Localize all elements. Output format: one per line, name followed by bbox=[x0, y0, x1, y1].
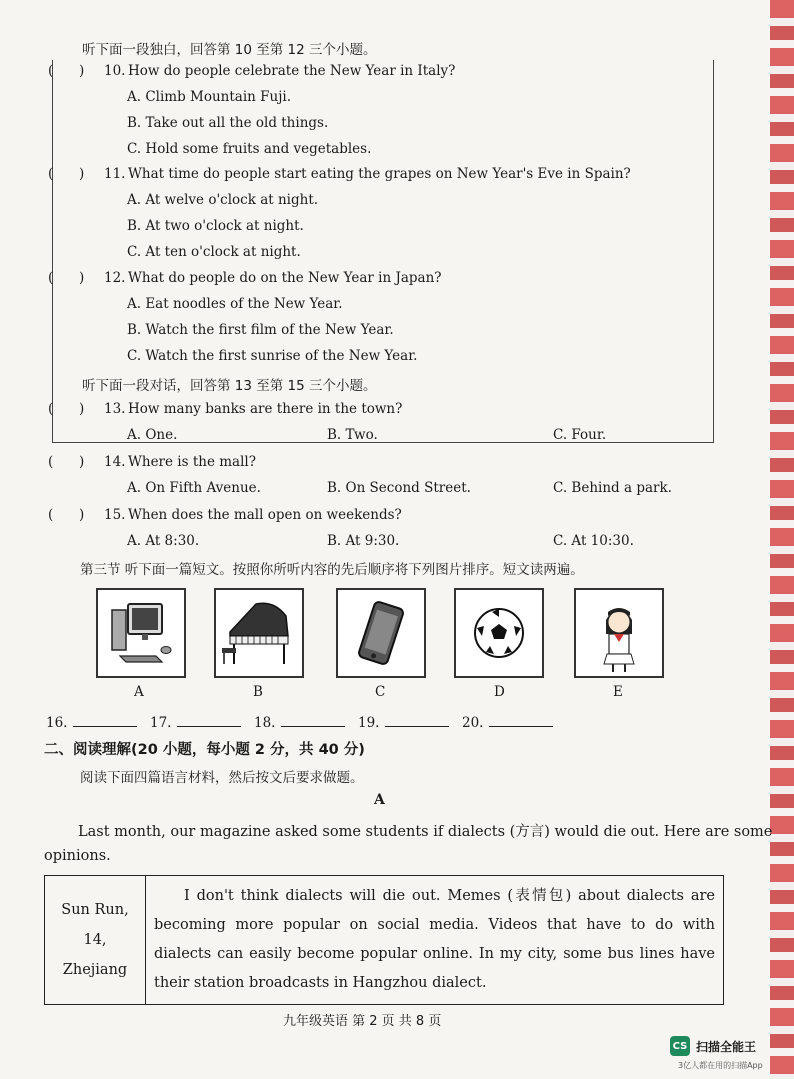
option: C. At 10:30. bbox=[553, 533, 634, 549]
answer-blank[interactable]: ( ) bbox=[48, 401, 85, 417]
option: B. Two. bbox=[327, 427, 378, 443]
option: A. At welve o'clock at night. bbox=[127, 192, 319, 208]
picture-label: B bbox=[253, 684, 263, 700]
option: B. At two o'clock at night. bbox=[127, 218, 304, 234]
answer-blank[interactable]: ( ) bbox=[48, 63, 85, 79]
order-blank-17[interactable] bbox=[150, 712, 241, 731]
table-row bbox=[45, 876, 724, 1005]
picture-label: D bbox=[494, 684, 505, 700]
passage-label: A bbox=[374, 792, 385, 808]
question-number: 15. bbox=[104, 507, 126, 523]
opinion-text: I don't think dialects will die out. Memes (表情包) about dialects are becoming more popular on social media. Videos that have to do with dialects can easily become popular online. In my city, some bus lines have their station broadcasts in Hangzhou dialect. bbox=[146, 876, 724, 1005]
blank-number: 16. bbox=[46, 715, 68, 731]
order-blank-20[interactable] bbox=[462, 712, 553, 731]
phone-icon bbox=[336, 588, 426, 678]
question-text: What do people do on the New Year in Japan? bbox=[128, 270, 442, 286]
answer-blank[interactable]: ( ) bbox=[48, 270, 85, 286]
page-footer: 九年级英语 第 2 页 共 8 页 bbox=[283, 1014, 442, 1029]
student-cell bbox=[45, 876, 146, 1005]
question-text: What time do people start eating the grapes on New Year's Eve in Spain? bbox=[128, 166, 631, 182]
option: A. Climb Mountain Fuji. bbox=[127, 89, 292, 105]
girl-icon bbox=[574, 588, 664, 678]
student-info: 14, Zhejiang bbox=[62, 932, 128, 978]
order-blank-19[interactable] bbox=[358, 712, 449, 731]
order-blank-16[interactable] bbox=[46, 712, 137, 731]
question-text: Where is the mall? bbox=[128, 454, 256, 470]
question-number: 13. bbox=[104, 401, 126, 417]
blank-number: 18. bbox=[254, 715, 276, 731]
picture-label: A bbox=[134, 684, 144, 700]
option: A. One. bbox=[127, 427, 178, 443]
picture-label: E bbox=[613, 684, 623, 700]
order-blank-18[interactable] bbox=[254, 712, 345, 731]
blank-number: 17. bbox=[150, 715, 172, 731]
passage-text-line-2: opinions. bbox=[44, 848, 111, 864]
option: B. Watch the first film of the New Year. bbox=[127, 322, 394, 338]
option: A. At 8:30. bbox=[127, 533, 200, 549]
option: B. Take out all the old things. bbox=[127, 115, 329, 131]
answer-blank[interactable]: ( ) bbox=[48, 454, 85, 470]
soccer-ball-icon bbox=[454, 588, 544, 678]
option: B. At 9:30. bbox=[327, 533, 400, 549]
question-number: 12. bbox=[104, 270, 126, 286]
question-text: When does the mall open on weekends? bbox=[128, 507, 402, 523]
piano-icon bbox=[214, 588, 304, 678]
option: C. Behind a park. bbox=[553, 480, 672, 496]
scanner-name: 扫描全能王 bbox=[696, 1039, 757, 1054]
scanner-tagline: 3亿人都在用的扫描App bbox=[678, 1061, 763, 1070]
option: B. On Second Street. bbox=[327, 480, 471, 496]
scanner-watermark bbox=[670, 1036, 763, 1070]
option: C. At ten o'clock at night. bbox=[127, 244, 301, 260]
option: C. Hold some fruits and vegetables. bbox=[127, 141, 372, 157]
question-text: How do people celebrate the New Year in Italy? bbox=[128, 63, 456, 79]
background-edge bbox=[770, 0, 794, 1079]
section-3-heading: 第三节 听下面一篇短文。按照你所听内容的先后顺序将下列图片排序。短文读两遍。 bbox=[80, 562, 584, 578]
passage-text-line-1: Last month, our magazine asked some students if dialects (方言) would die out. Here are some bbox=[78, 824, 773, 840]
picture-label: C bbox=[375, 684, 386, 700]
listening-intro-1: 听下面一段独白，回答第 10 至第 12 三个小题。 bbox=[82, 42, 377, 58]
option: C. Four. bbox=[553, 427, 607, 443]
blank-number: 20. bbox=[462, 715, 484, 731]
listening-intro-2: 听下面一段对话，回答第 13 至第 15 三个小题。 bbox=[82, 378, 377, 394]
part-2-intro: 阅读下面四篇语言材料，然后按文后要求做题。 bbox=[80, 770, 364, 786]
question-number: 10. bbox=[104, 63, 126, 79]
part-2-title: 二、阅读理解(20 小题，每小题 2 分，共 40 分) bbox=[44, 742, 365, 758]
question-number: 14. bbox=[104, 454, 126, 470]
computer-icon bbox=[96, 588, 186, 678]
option: A. Eat noodles of the New Year. bbox=[127, 296, 343, 312]
answer-blank[interactable]: ( ) bbox=[48, 507, 85, 523]
scanner-logo: CS bbox=[670, 1036, 690, 1056]
opinion-table bbox=[44, 875, 724, 1005]
option: C. Watch the first sunrise of the New Year. bbox=[127, 348, 418, 364]
question-number: 11. bbox=[104, 166, 126, 182]
option: A. On Fifth Avenue. bbox=[127, 480, 261, 496]
answer-blank[interactable]: ( ) bbox=[48, 166, 85, 182]
student-name: Sun Run, bbox=[61, 902, 129, 918]
blank-number: 19. bbox=[358, 715, 380, 731]
question-text: How many banks are there in the town? bbox=[128, 401, 403, 417]
